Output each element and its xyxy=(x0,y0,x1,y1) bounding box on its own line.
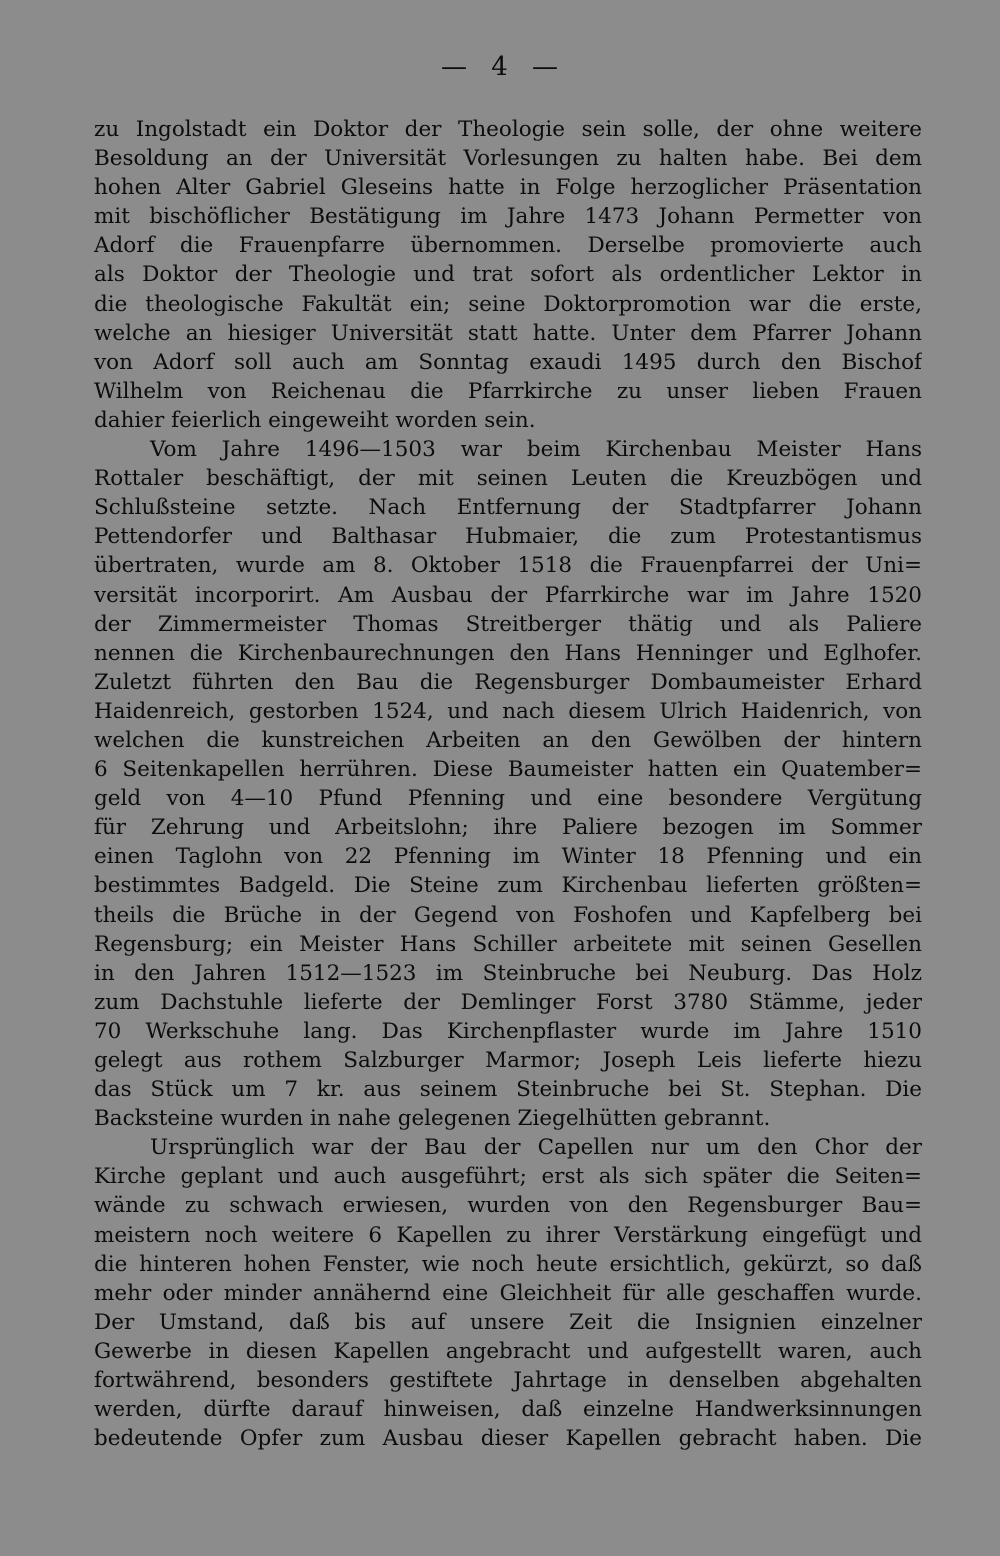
text-line: Rottaler beschäftigt, der mit seinen Leuten die Kreuzbögen und xyxy=(94,466,922,492)
text-line: geld von 4—10 Pfund Pfenning und eine besondere Vergütung xyxy=(94,786,922,812)
text-line: Backsteine wurden in nahe gelegenen Ziegelhütten gebrannt. xyxy=(94,1106,771,1132)
text-line: versität incorporirt. Am Ausbau der Pfarrkirche war im Jahre 1520 xyxy=(94,582,922,608)
text-line: gelegt aus rothem Salzburger Marmor; Joseph Leis lieferte hiezu xyxy=(94,1048,922,1073)
text-line: hohen Alter Gabriel Gleseins hatte in Folge herzoglicher Präsentation xyxy=(94,175,922,201)
text-line: theils die Brüche in der Gegend von Foshofen und Kapfelberg bei xyxy=(94,902,922,928)
text-line: fortwährend, besonders gestiftete Jahrtage in denselben abgehalten xyxy=(94,1368,922,1394)
body-text xyxy=(94,115,922,1453)
text-line: nennen die Kirchenbaurechnungen den Hans Henninger und Eglhofer. xyxy=(94,640,922,666)
text-line: 6 Seitenkapellen herrühren. Diese Baumeister hatten ein Quatember= xyxy=(94,757,922,783)
text-line: die theologische Fakultät ein; seine Doktorpromotion war die erste, xyxy=(94,291,922,317)
text-line: dahier feierlich eingeweiht worden sein. xyxy=(94,407,536,433)
text-line: bestimmtes Badgeld. Die Steine zum Kirchenbau lieferten größten= xyxy=(94,873,922,899)
text-line: einen Taglohn von 22 Pfenning im Winter 18 Pfenning und ein xyxy=(94,844,922,870)
text-line: welche an hiesiger Universität statt hatte. Unter dem Pfarrer Johann xyxy=(94,320,922,346)
text-line: Besoldung an der Universität Vorlesungen zu halten habe. Bei dem xyxy=(94,146,922,172)
text-line: Zuletzt führten den Bau die Regensburger Dombaumeister Erhard xyxy=(94,669,922,695)
text-line: Haidenreich, gestorben 1524, und nach diesem Ulrich Haidenrich, von xyxy=(94,698,922,724)
text-line: Schlußsteine setzte. Nach Entfernung der Stadtpfarrer Johann xyxy=(94,495,922,521)
text-line: Kirche geplant und auch ausgeführt; erst als sich später die Seiten= xyxy=(94,1164,922,1190)
text-line: wände zu schwach erwiesen, wurden von den Regensburger Bau= xyxy=(94,1193,922,1219)
text-line: welchen die kunstreichen Arbeiten an den Gewölben der hintern xyxy=(94,727,922,753)
text-line: zum Dachstuhle lieferte der Demlinger Forst 3780 Stämme, jeder xyxy=(94,989,922,1015)
text-line: 70 Werkschuhe lang. Das Kirchenpflaster wurde im Jahre 1510 xyxy=(94,1018,922,1044)
text-line: Pettendorfer und Balthasar Hubmaier, die zum Protestantismus xyxy=(94,524,922,550)
text-line: die hinteren hohen Fenster, wie noch heute ersichtlich, gekürzt, so daß xyxy=(94,1251,922,1277)
text-line: Regensburg; ein Meister Hans Schiller arbeitete mit seinen Gesellen xyxy=(94,931,922,957)
text-line: Ursprünglich war der Bau der Capellen nur um den Chor der xyxy=(150,1135,922,1161)
text-line: Gewerbe in diesen Kapellen angebracht und aufgestellt waren, auch xyxy=(94,1338,922,1364)
page-number: — 4 — xyxy=(440,52,560,82)
text-line: der Zimmermeister Thomas Streitberger thätig und als Paliere xyxy=(94,611,922,637)
text-line: werden, dürfte darauf hinweisen, daß einzelne Handwerksinnungen xyxy=(94,1397,922,1423)
text-line: in den Jahren 1512—1523 im Steinbruche bei Neuburg. Das Holz xyxy=(94,960,922,986)
text-line: bedeutende Opfer zum Ausbau dieser Kapellen gebracht haben. Die xyxy=(94,1426,922,1452)
text-line: mit bischöflicher Bestätigung im Jahre 1473 Johann Permetter von xyxy=(94,204,922,230)
text-line: übertraten, wurde am 8. Oktober 1518 die Frauenpfarrei der Uni= xyxy=(94,553,922,579)
text-line: als Doktor der Theologie und trat sofort als ordentlicher Lektor in xyxy=(94,262,922,288)
text-line: Adorf die Frauenpfarre übernommen. Derselbe promovierte auch xyxy=(94,233,922,259)
text-line: meistern noch weitere 6 Kapellen zu ihrer Verstärkung eingefügt und xyxy=(94,1222,922,1248)
text-line: das Stück um 7 kr. aus seinem Steinbruche bei St. Stephan. Die xyxy=(94,1077,922,1103)
text-line: Der Umstand, daß bis auf unsere Zeit die Insignien einzelner xyxy=(94,1309,922,1335)
text-line: zu Ingolstadt ein Doktor der Theologie sein solle, der ohne weitere xyxy=(94,117,922,142)
text-line: Vom Jahre 1496—1503 war beim Kirchenbau Meister Hans xyxy=(150,437,922,463)
text-line: für Zehrung und Arbeitslohn; ihre Paliere bezogen im Sommer xyxy=(94,815,922,841)
text-line: Wilhelm von Reichenau die Pfarrkirche zu unser lieben Frauen xyxy=(94,378,922,404)
text-line: von Adorf soll auch am Sonntag exaudi 1495 durch den Bischof xyxy=(94,349,922,375)
text-line: mehr oder minder annähernd eine Gleichheit für alle geschaffen wurde. xyxy=(94,1280,922,1306)
